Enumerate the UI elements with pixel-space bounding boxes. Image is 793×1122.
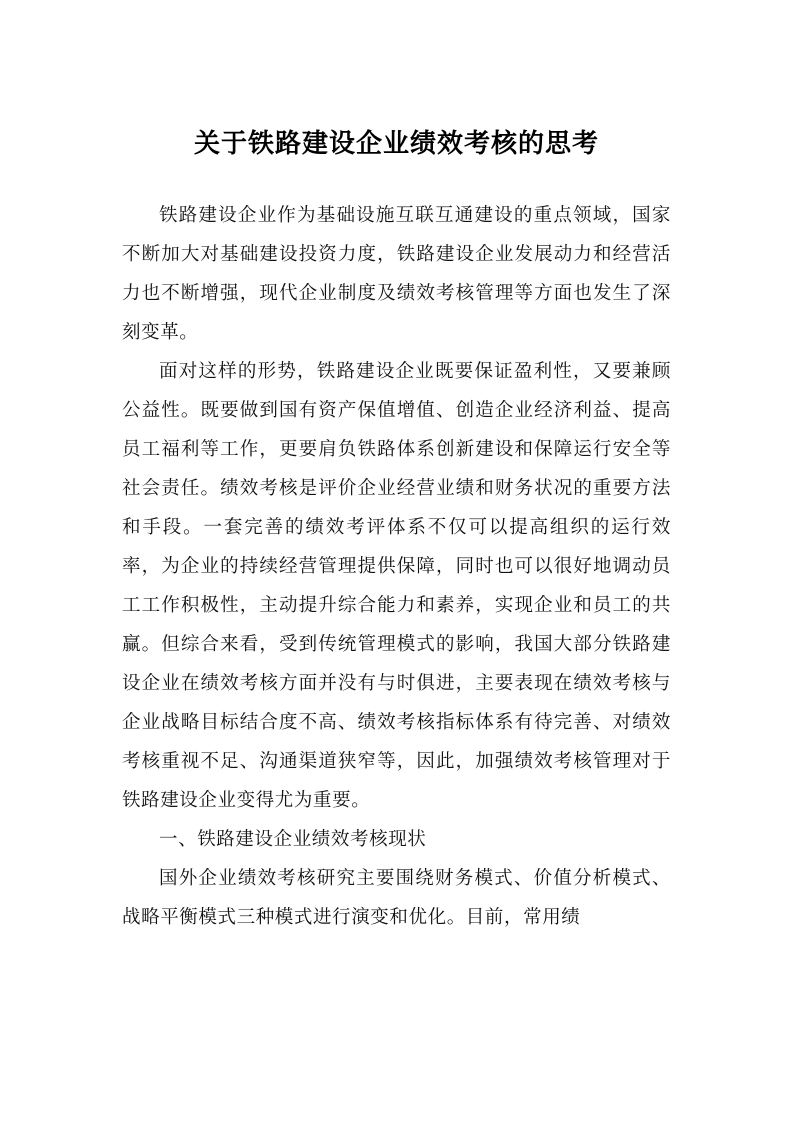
section-heading: 一、铁路建设企业绩效考核现状 xyxy=(159,829,427,850)
paragraph-situation: 面对这样的形势，铁路建设企业既要保证盈利性，又要兼顾公益性。既要做到国有资产保值增值、创造企业经济利益、提高员工福利等工作，更要肩负铁路体系创新建设和保障运行安全等社会责任。绩效考核是评价企业经营业绩和财务状况的重要方法和手段。一套完善的绩效考评体系不仅可以提高组织的运行效率，为企业的持续经营管理提供保障，同时也可以很好地调动员工工作积极性，主动提升综合能力和素养，实现企业和员工的共赢。但综合来看，受到传统管理模式的影响，我国大部分铁路建设企业在绩效考核方面并没有与时俱进，主要表现在绩效考核与企业战略目标结合度不高、绩效考核指标体系有待完善、对绩效考核重视不足、沟通渠道狭窄等，因此，加强绩效考核管理对于铁路建设企业变得尤为重要。 xyxy=(122,361,671,811)
document-title: 关于铁路建设企业绩效考核的思考 xyxy=(193,129,599,159)
document-body xyxy=(122,196,671,937)
paragraph-foreign-research: 国外企业绩效考核研究主要围绕财务模式、价值分析模式、战略平衡模式三种模式进行演变和优化。目前，常用绩 xyxy=(122,868,671,928)
paragraph-intro: 铁路建设企业作为基础设施互联互通建设的重点领域，国家不断加大对基础建设投资力度，铁路建设企业发展动力和经营活力也不断增强，现代企业制度及绩效考核管理等方面也发生了深刻变革。 xyxy=(122,205,671,343)
